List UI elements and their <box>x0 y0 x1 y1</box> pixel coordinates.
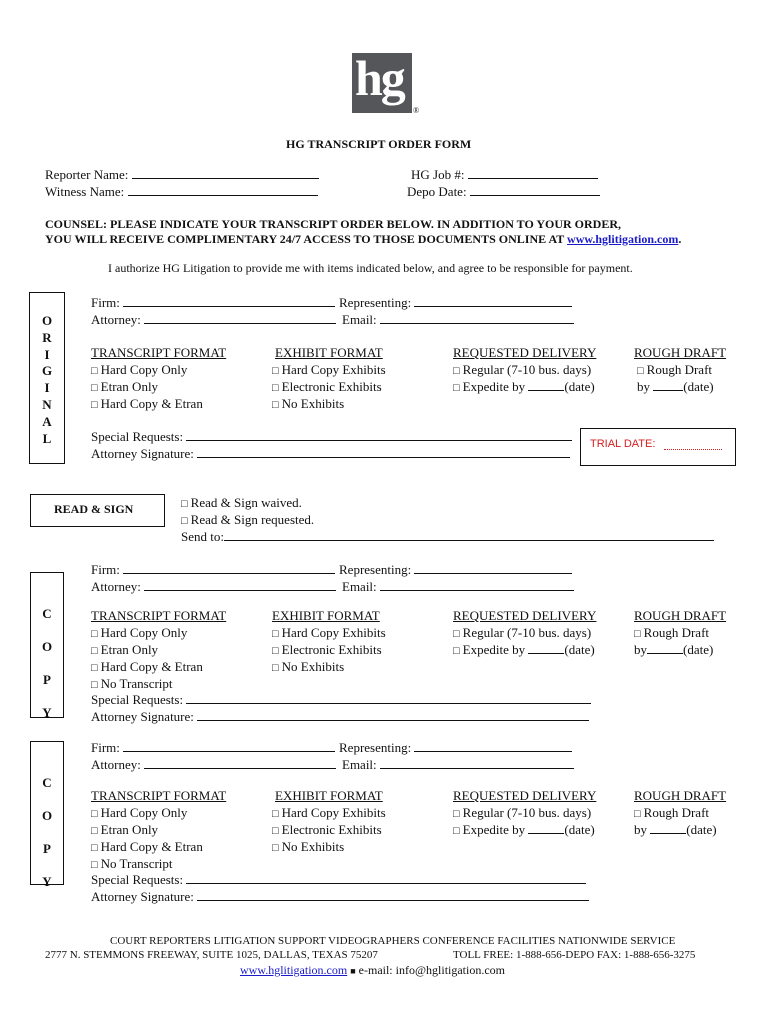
original-etran-only-checkbox[interactable]: □ Etran Only <box>91 379 158 395</box>
copy2-hard-copy-etran-checkbox[interactable]: □ Hard Copy & Etran <box>91 839 203 855</box>
copy1-regular-delivery-checkbox[interactable]: □ Regular (7-10 bus. days) <box>453 625 591 641</box>
copy2-hard-copy-exhibits-checkbox[interactable]: □ Hard Copy Exhibits <box>272 805 386 821</box>
original-hard-copy-etran-checkbox[interactable]: □ Hard Copy & Etran <box>91 396 203 412</box>
original-exhibit-format-heading: EXHIBIT FORMAT <box>275 345 383 360</box>
copy2-rough-draft-heading: ROUGH DRAFT <box>634 788 727 803</box>
original-requested-delivery-heading: REQUESTED DELIVERY <box>453 345 597 360</box>
copy2-transcript-format-heading: TRANSCRIPT FORMAT <box>91 788 227 803</box>
copy2-electronic-exhibits-checkbox[interactable]: □ Electronic Exhibits <box>272 822 382 838</box>
copy2-requested-delivery-heading: REQUESTED DELIVERY <box>453 788 597 803</box>
copy1-special-requests-field[interactable]: Special Requests: <box>91 692 591 708</box>
footer-address: 2777 N. STEMMONS FREEWAY, SUITE 1025, DALLAS, TEXAS 75207 <box>45 949 378 961</box>
original-hard-copy-exhibits-checkbox[interactable]: □ Hard Copy Exhibits <box>272 362 386 378</box>
trial-date-line <box>664 449 722 450</box>
witness-name-field[interactable]: Witness Name: <box>45 184 318 200</box>
footer-email[interactable]: e-mail: info@hglitigation.com <box>358 963 506 977</box>
original-side-box <box>29 292 65 464</box>
copy2-hard-copy-only-checkbox[interactable]: □ Hard Copy Only <box>91 805 187 821</box>
original-regular-delivery-checkbox[interactable]: □ Regular (7-10 bus. days) <box>453 362 591 378</box>
copy1-side-label: C O P Y <box>41 606 53 720</box>
original-hard-copy-only-checkbox[interactable]: □ Hard Copy Only <box>91 362 187 378</box>
copy1-hard-copy-exhibits-checkbox[interactable]: □ Hard Copy Exhibits <box>272 625 386 641</box>
copy1-side-box <box>30 572 64 718</box>
copy1-transcript-format-heading: TRANSCRIPT FORMAT <box>91 608 227 623</box>
trial-date-box[interactable]: TRIAL DATE: <box>580 428 736 466</box>
footer-website-link[interactable]: www.hglitigation.com <box>240 963 348 977</box>
copy2-no-transcript-checkbox[interactable]: □ No Transcript <box>91 856 173 872</box>
copy1-expedite-checkbox[interactable]: □ Expedite by (date) <box>453 642 595 658</box>
hg-job-field[interactable]: HG Job #: <box>411 167 598 183</box>
read-sign-waived-checkbox[interactable]: □ Read & Sign waived. <box>181 495 302 511</box>
original-attorney-signature-field[interactable]: Attorney Signature: <box>91 446 570 462</box>
copy2-representing-field[interactable]: Representing: <box>339 740 572 756</box>
copy1-exhibit-format-heading: EXHIBIT FORMAT <box>272 608 380 623</box>
original-special-requests-field[interactable]: Special Requests: <box>91 429 572 445</box>
copy1-rough-draft-checkbox[interactable]: □ Rough Draft <box>634 625 709 641</box>
send-to-field[interactable]: Send to: <box>181 529 714 545</box>
depo-date-field[interactable]: Depo Date: <box>407 184 600 200</box>
copy1-email-field[interactable]: Email: <box>342 579 574 595</box>
original-transcript-format-heading: TRANSCRIPT FORMAT <box>91 345 227 360</box>
original-rough-draft-heading: ROUGH DRAFT <box>634 345 727 360</box>
copy1-rough-draft-heading: ROUGH DRAFT <box>634 608 727 623</box>
copy1-representing-field[interactable]: Representing: <box>339 562 572 578</box>
original-rough-draft-checkbox[interactable]: □ Rough Draft <box>637 362 712 378</box>
copy1-electronic-exhibits-checkbox[interactable]: □ Electronic Exhibits <box>272 642 382 658</box>
read-sign-requested-checkbox[interactable]: □ Read & Sign requested. <box>181 512 314 528</box>
original-attorney-field[interactable]: Attorney: <box>91 312 336 328</box>
original-no-exhibits-checkbox[interactable]: □ No Exhibits <box>272 396 344 412</box>
copy2-etran-only-checkbox[interactable]: □ Etran Only <box>91 822 158 838</box>
copy2-rough-draft-date-field[interactable]: by (date) <box>634 822 717 837</box>
form-title: HG TRANSCRIPT ORDER FORM <box>286 137 472 151</box>
hg-logo: hg <box>352 53 412 113</box>
reporter-name-field[interactable]: Reporter Name: <box>45 167 319 183</box>
copy1-attorney-field[interactable]: Attorney: <box>91 579 336 595</box>
original-side-label: O R I G I N A L <box>41 313 53 446</box>
read-sign-label: READ & SIGN <box>54 502 134 516</box>
counsel-website-link[interactable]: www.hglitigation.com <box>567 232 679 246</box>
copy2-special-requests-field[interactable]: Special Requests: <box>91 872 586 888</box>
copy1-hard-copy-only-checkbox[interactable]: □ Hard Copy Only <box>91 625 187 641</box>
copy1-firm-field[interactable]: Firm: <box>91 562 335 578</box>
copy1-hard-copy-etran-checkbox[interactable]: □ Hard Copy & Etran <box>91 659 203 675</box>
copy2-expedite-checkbox[interactable]: □ Expedite by (date) <box>453 822 595 838</box>
copy2-attorney-field[interactable]: Attorney: <box>91 757 336 773</box>
original-expedite-checkbox[interactable]: □ Expedite by (date) <box>453 379 595 395</box>
copy2-firm-field[interactable]: Firm: <box>91 740 335 756</box>
counsel-notice-line2: YOU WILL RECEIVE COMPLIMENTARY 24/7 ACCESS TO THOSE DOCUMENTS ONLINE AT www.hglitigation.com. <box>45 232 682 246</box>
copy1-etran-only-checkbox[interactable]: □ Etran Only <box>91 642 158 658</box>
footer-services: COURT REPORTERS LITIGATION SUPPORT VIDEOGRAPHERS CONFERENCE FACILITIES NATIONWIDE SERVICE <box>110 935 676 947</box>
copy1-no-transcript-checkbox[interactable]: □ No Transcript <box>91 676 173 692</box>
copy2-attorney-signature-field[interactable]: Attorney Signature: <box>91 889 589 905</box>
copy2-side-box <box>30 741 64 889</box>
copy2-exhibit-format-heading: EXHIBIT FORMAT <box>275 788 383 803</box>
original-rough-draft-date-field[interactable]: by (date) <box>637 379 714 394</box>
copy2-no-exhibits-checkbox[interactable]: □ No Exhibits <box>272 839 344 855</box>
copy2-rough-draft-checkbox[interactable]: □ Rough Draft <box>634 805 709 821</box>
registered-mark: ® <box>413 106 420 115</box>
original-firm-field[interactable]: Firm: <box>91 295 335 311</box>
copy1-attorney-signature-field[interactable]: Attorney Signature: <box>91 709 589 725</box>
footer-contact <box>240 963 505 978</box>
original-email-field[interactable]: Email: <box>342 312 574 328</box>
original-electronic-exhibits-checkbox[interactable]: □ Electronic Exhibits <box>272 379 382 395</box>
original-representing-field[interactable]: Representing: <box>339 295 572 311</box>
counsel-notice-line1: COUNSEL: PLEASE INDICATE YOUR TRANSCRIPT ORDER BELOW. IN ADDITION TO YOUR ORDER, <box>45 217 621 231</box>
copy2-side-label: C O P Y <box>41 775 53 889</box>
copy2-email-field[interactable]: Email: <box>342 757 574 773</box>
copy1-requested-delivery-heading: REQUESTED DELIVERY <box>453 608 597 623</box>
copy1-rough-draft-date-field[interactable]: by (date) <box>634 642 714 657</box>
copy1-no-exhibits-checkbox[interactable]: □ No Exhibits <box>272 659 344 675</box>
footer-phones: TOLL FREE: 1-888-656-DEPO FAX: 1-888-656-3275 <box>453 949 696 961</box>
authorization-statement: I authorize HG Litigation to provide me with items indicated below, and agree to be responsible for payment. <box>108 261 633 275</box>
footer-separator: ■ <box>350 966 356 976</box>
copy2-regular-delivery-checkbox[interactable]: □ Regular (7-10 bus. days) <box>453 805 591 821</box>
